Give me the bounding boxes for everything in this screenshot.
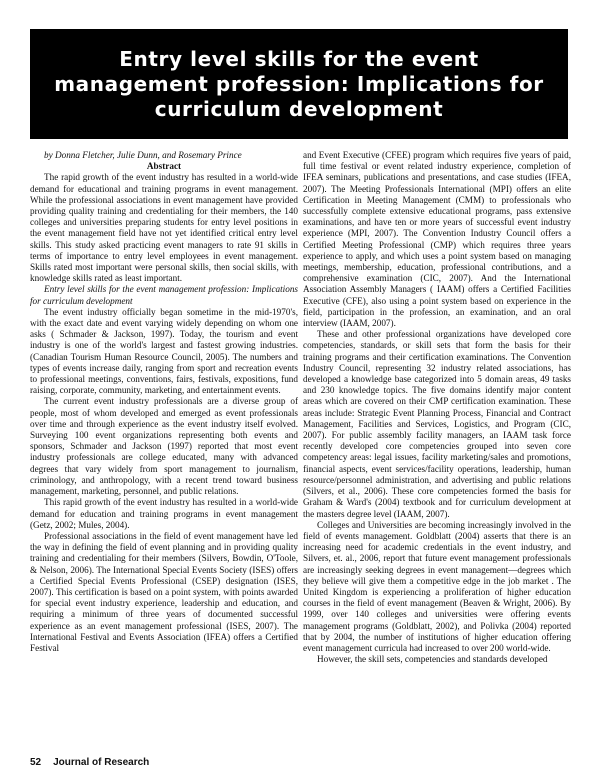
journal-name: Journal of Research [53,757,150,768]
article-title: Entry level skills for the event management profession: Implications for curriculum development [54,46,544,121]
body-paragraph: The event industry officially began sometime in the mid-1970's, with the exact date and event varying widely depending on whom one asks ( Schmader & Jackson, 1997). Today, the tourism and event industry is one of the world's largest and fastest growing industries. (Canadian Tourism Human Resource Council, 2005). The numbers and types of events increase daily, ranging from sport and recreation events to professional meetings, conventions, fairs, festivals, expositions, fund raising, corporate, community, marketing, and entertainment events. [30,306,298,396]
body-paragraph: These and other professional organizations have developed core competencies, standards, or skill sets that form the basis for their training programs and their certification examinations. The Convention Industry Council, representing 32 industry related associations, has developed a knowledge base categorized into 5 domain areas, 49 tasks and 230 knowledge topics. The five domains identify major content areas which are covered on their CMP certification examination. These areas include: Strategic Event Planning Process, Financial and Contract Management, Facilities and Services, Logistics, and Program (CIC, 2007). For public assembly facility managers, an IAAM task force recently developed core competencies grouped into seven core competency areas: legal issues, facility marketing/sales and promotions, financial aspects, event services/facility operations, leadership, human resource/personnel administration, and advertising and public relations (Silvers, et al., 2006). These core competencies formed the basis for Graham & Ward's (2004) textbook and for curriculum development at the masters degree level (IAAM, 2007). [303,329,571,519]
abstract-heading: Abstract [146,161,182,172]
body-paragraph: However, the skill sets, competencies and standards developed [317,654,548,665]
body-paragraph: This rapid growth of the event industry has resulted in a world-wide demand for education and training programs in event management (Getz, 2002; Mules, 2004). [30,497,298,530]
body-paragraph: Colleges and Universities are becoming increasingly involved in the field of events management. Goldblatt (2004) asserts that there is an increasing need for academic credentials in the event industry, and Silvers, et. al., 2006, report that future event management professionals are increasingly seeking degrees in event management—degrees which they believe will give them a competitive edge in the job market . The United Kingdom is experiencing a proliferation of higher education courses in the field of event management (Beaven & Wright, 2006). By 1999, over 140 colleges and universities were offering events management programs (Goldblatt, 2002), and Polivka (2004) reported that by 2004, the number of institutions of higher education offering event management curricula had increased to over 200 world-wide. [303,519,571,653]
body-paragraph: The current event industry professionals are a diverse group of people, most of whom developed and emerged as event professionals over time and through experience as the event industry itself evolved. Surveying 100 event organizations representing both events and sponsors, Schmader and Jackson (1997) reported that most event industry professionals are college educated, many with advanced degrees that vary widely from sport management to journalism, criminology, and anthropology, with a recent trend toward business management, marketing, personnel, and public relations. [30,396,298,497]
body-paragraph: Professional associations in the field of event management have led the way in defining the field of event planning and in providing quality training and credentialing for their members (Silvers, Bowdin, O'Toole, & Nelson, 2006). The International Special Events Society (ISES) offers a Certified Special Events Professional (CSEP) designation (ISES, 2007). This certification is based on a point system, with points awarded for special event industry experience, leadership and education, and requiring a minimum of three years of documented successful experience as an event management professional (ISES, 2007). The International Festival and Events Association (IFEA) offers a Certified Festival [30,530,298,653]
body-paragraph: and Event Executive (CFEE) program which requires five years of paid, full time festival or event related industry experience, completion of IFEA seminars, publications and presentations, and case studies (IFEA, 2007). The Meeting Professionals International (MPI) offers an elite Certification in Meeting Management (CMM) to professionals who successfully complete extensive educational programs, pass extensive examinations, and have ten or more years of successful event industry experience (MPI, 2007). The Convention Industry Council offers a Certified Meeting Professional (CMP) which requires three years experience to apply, and which uses a point system based on managing meetings, membership, education, professional contributions, and a comprehensive examination (CIC, 2007). And the International Association Assembly Managers ( IAAM) offers a Certified Facilities Executive (CFE), also using a point system based on experience in the field, participation in the profession, an examination, and an oral interview (IAAM, 2007). [303,150,571,329]
title-banner [30,29,568,139]
left-column [30,150,298,752]
page-number: 52 [30,757,42,768]
abstract-paragraph: The rapid growth of the event industry has resulted in a world-wide demand for educational and training programs in event management. While the professional associations in event management have provided providing quality training and credentialing for their members, the 140 colleges and universities preparing students for entry level positions in the event management field have not yet identified critical entry level skills. This study asked practicing event managers to rate 91 skills in terms of importance to entry level employees in event management. Skills rated most important were personal skills, then social skills, with knowledge skills rated as least important. [30,172,298,284]
right-column [303,150,571,752]
byline: by Donna Fletcher, Julie Dunn, and Rosemary Prince [44,150,242,160]
section-heading: Entry level skills for the event management profession: Implications for curriculum development [30,284,298,306]
page-footer [30,757,149,771]
